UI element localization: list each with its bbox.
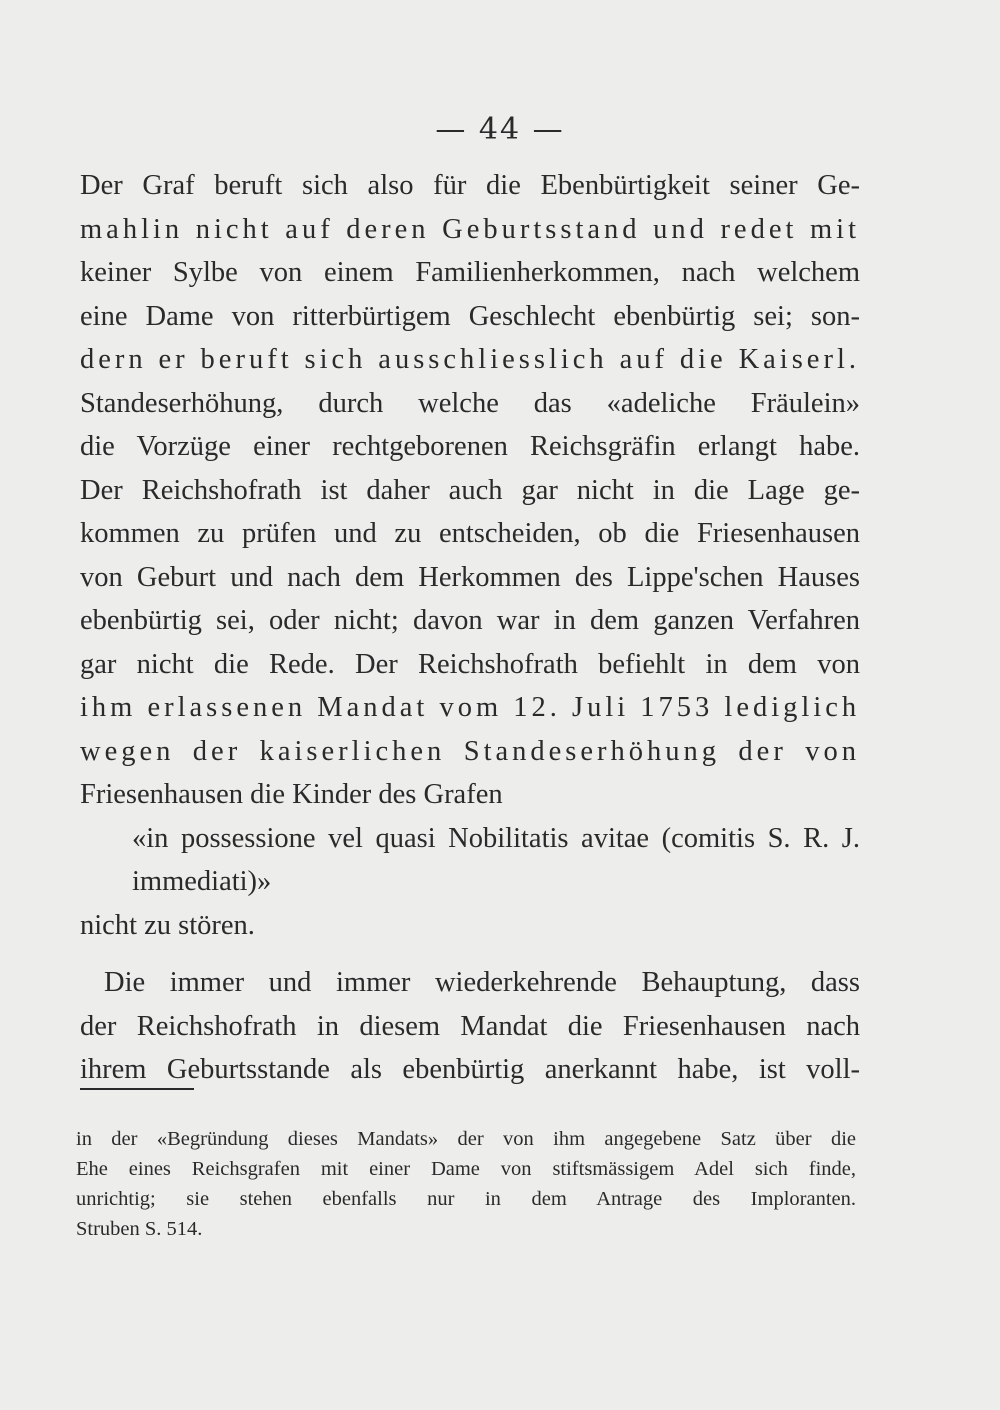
text-line: Friesenhausen die Kinder des Grafen: [80, 779, 503, 810]
page-number: — 44 —: [435, 112, 565, 147]
quote-line: «in possessione vel quasi Nobilitatis avitae (comitis S. R. J.: [132, 822, 860, 854]
text-line: kommen zu prüfen und zu entscheiden, ob die Friesenhausen: [80, 518, 860, 549]
footnote-line: in der «Begründung dieses Mandats» der von ihm angegebene Satz über die: [76, 1128, 856, 1150]
paragraph-start-line: Die immer und immer wiederkehrende Behauptung, dass: [104, 967, 860, 998]
text-line: von Geburt und nach dem Herkommen des Lippe'schen Hauses: [80, 561, 860, 593]
footnote-divider: [80, 1088, 194, 1090]
text-line: ihrem Geburtsstande als ebenbürtig anerkannt habe, ist voll-: [80, 1054, 860, 1085]
text-line: der Reichshofrath in diesem Mandat die Friesenhausen nach: [80, 1010, 860, 1042]
text-line: Standeserhöhung, durch welche das «adeliche Fräulein»: [80, 387, 860, 419]
text-line: ebenbürtig sei, oder nicht; davon war in dem ganzen Verfahren: [80, 605, 860, 636]
text-line: Der Reichshofrath ist daher auch gar nicht in die Lage ge-: [80, 474, 860, 506]
text-line: die Vorzüge einer rechtgeborenen Reichsgräfin erlangt habe.: [80, 431, 860, 462]
text-line: Der Graf beruft sich also für die Ebenbürtigkeit seiner Ge-: [80, 170, 860, 201]
text-line: keiner Sylbe von einem Familienherkommen, nach welchem: [80, 257, 860, 288]
text-line: wegen der kaiserlichen Standeserhöhung der von: [80, 735, 860, 767]
footnote: [76, 1124, 856, 1244]
text-line: mahlin nicht auf deren Geburtsstand und redet mit: [80, 213, 860, 245]
footnote-line: unrichtig; sie stehen ebenfalls nur in dem Antrage des Imploranten.: [76, 1188, 856, 1210]
text-line: ihm erlassenen Mandat vom 12. Juli 1753 lediglich: [80, 692, 861, 723]
footnote-line: Struben S. 514.: [76, 1218, 203, 1240]
text-line: nicht zu stören.: [80, 909, 255, 941]
body-text: [80, 164, 860, 1092]
footnote-line: Ehe eines Reichsgrafen mit einer Dame von stiftsmässigem Adel sich finde,: [76, 1158, 856, 1180]
quote-line: immediati)»: [132, 866, 272, 897]
text-line: gar nicht die Rede. Der Reichshofrath befiehlt in dem von: [80, 648, 860, 680]
text-line: eine Dame von ritterbürtigem Geschlecht ebenbürtig sei; son-: [80, 300, 860, 332]
text-line: dern er beruft sich ausschliesslich auf die Kaiserl.: [80, 344, 860, 375]
